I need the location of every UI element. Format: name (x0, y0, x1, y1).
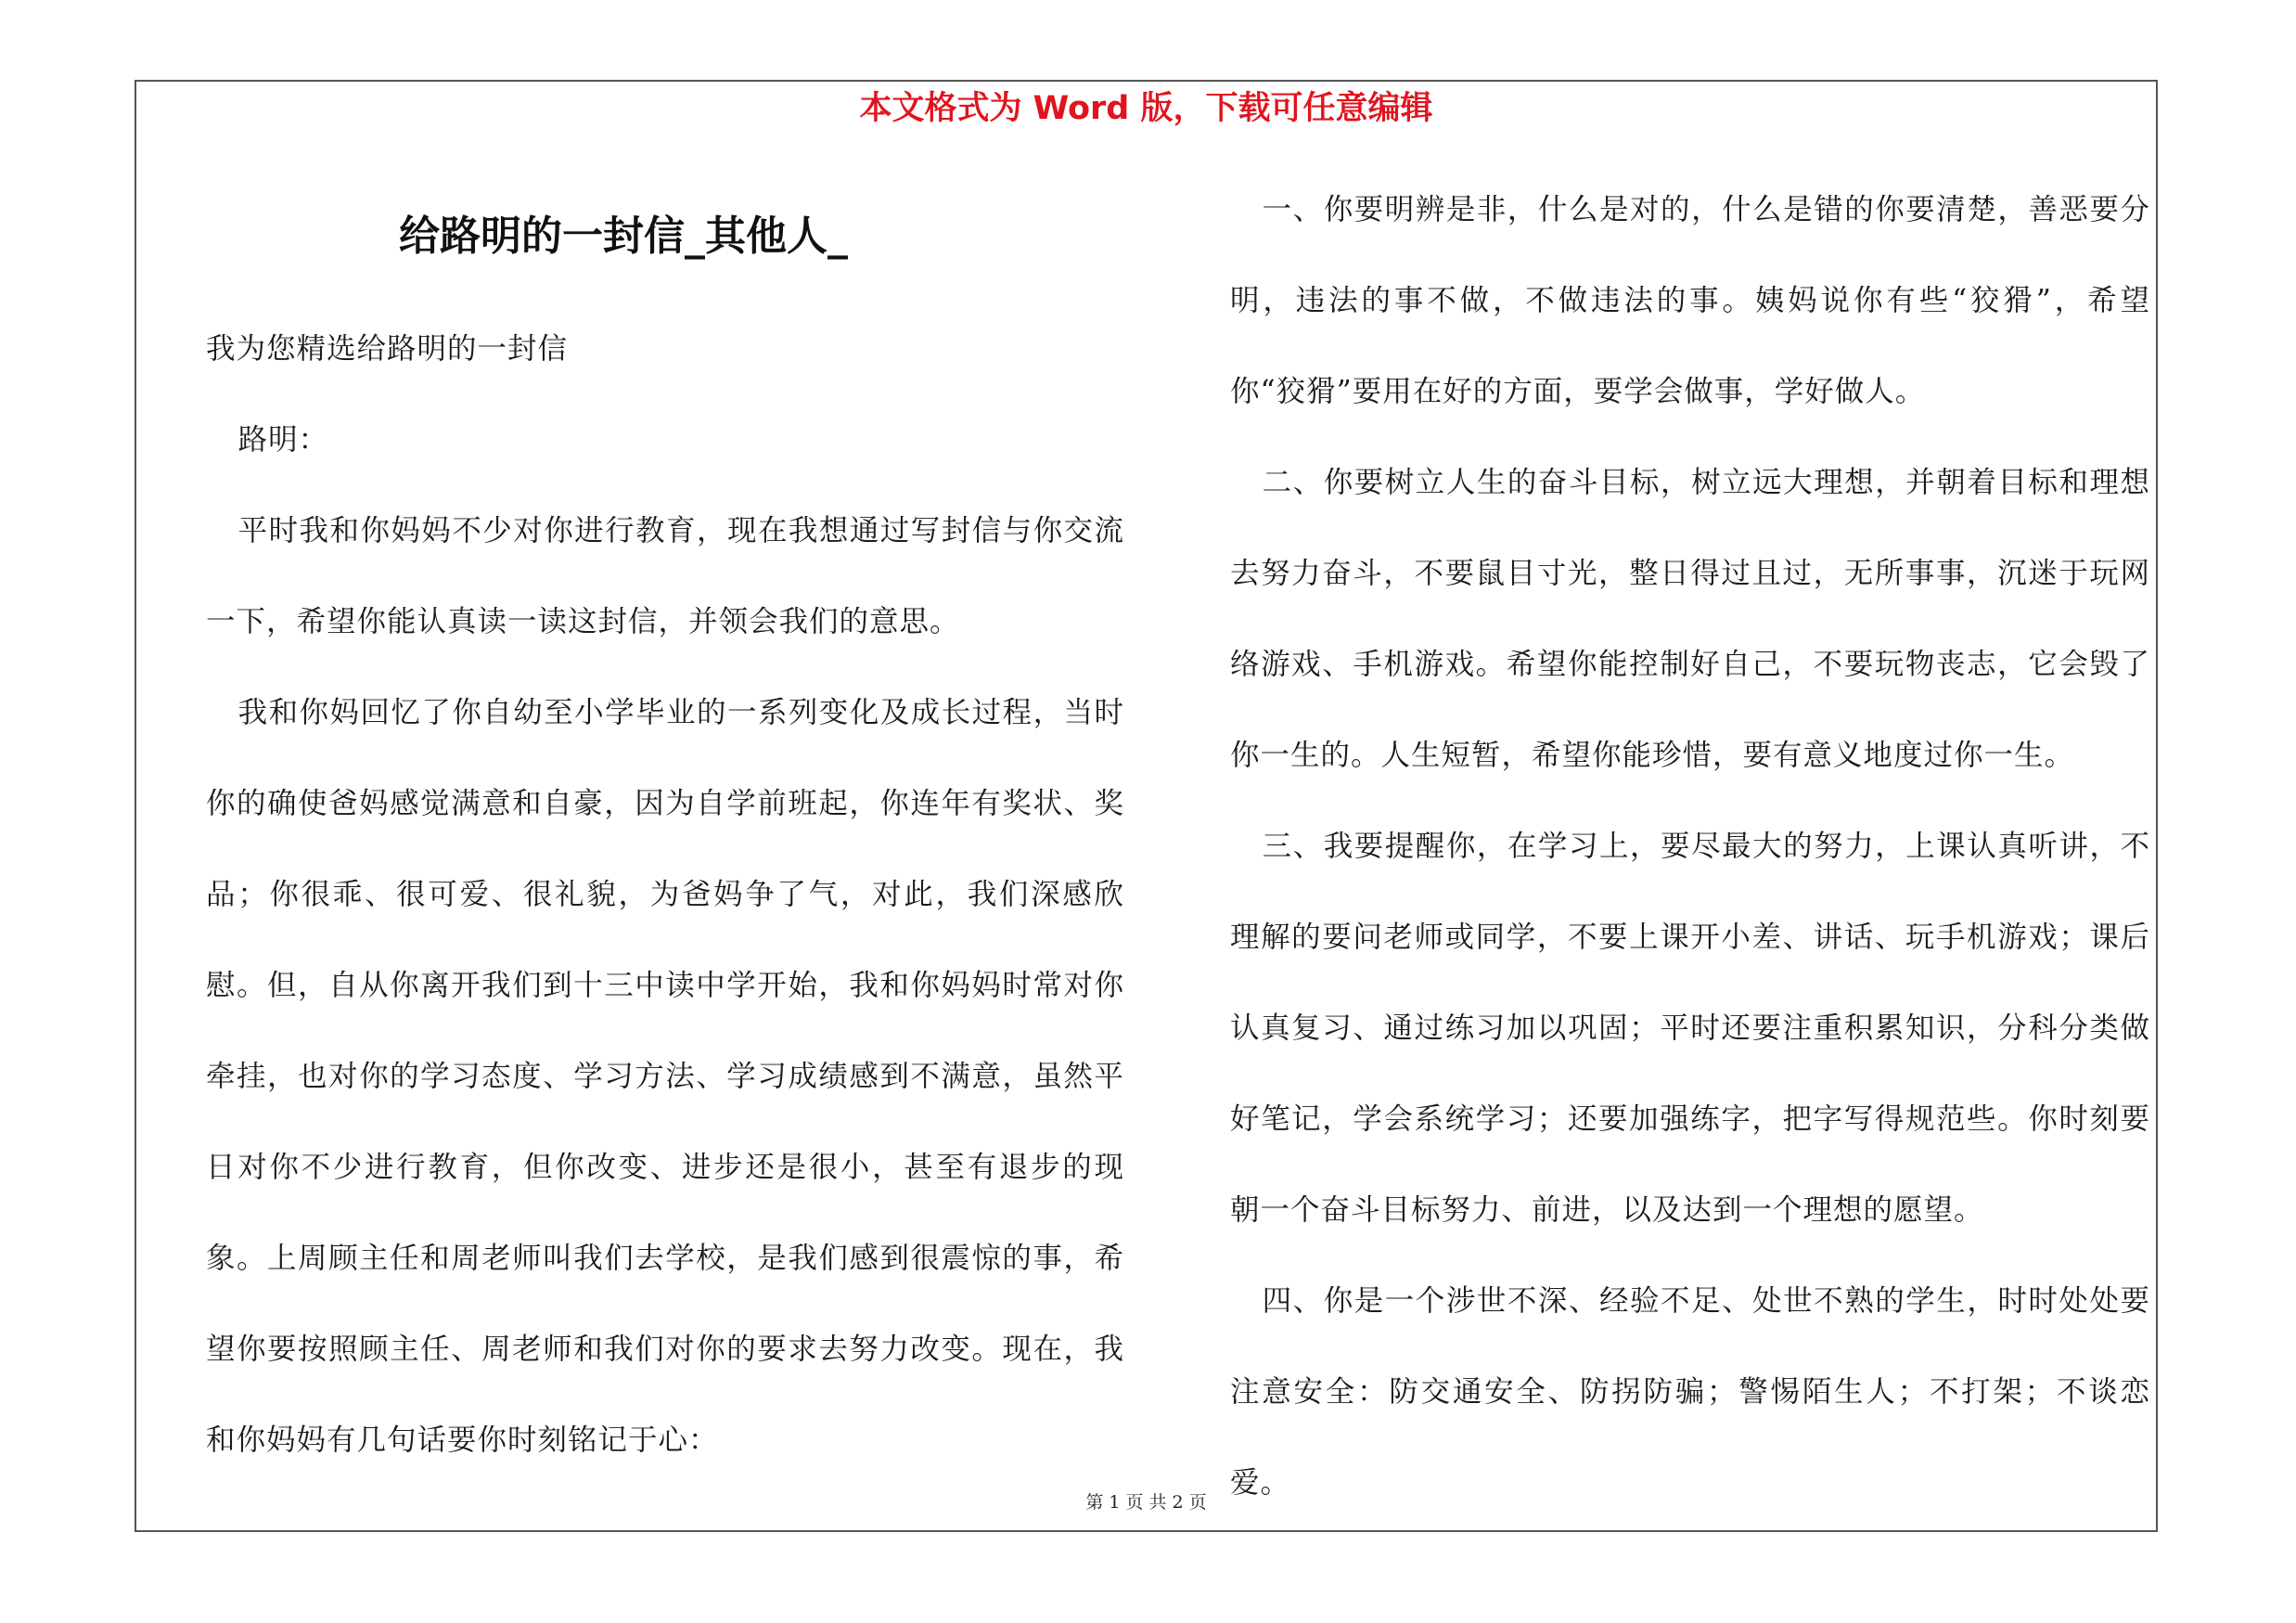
page-number-footer: 第 1 页 共 2 页 (1085, 1492, 1207, 1513)
right-column (1230, 164, 2150, 1528)
body-paragraph: 二、你要树立人生的奋斗目标，树立远大理想，并朝着目标和理想去努力奋斗，不要鼠目寸光，整日得过且过，无所事事，沉迷于玩网络游戏、手机游戏。希望你能控制好自己，不要玩物丧志，它会毁了你一生的。人生短暂，希望你能珍惜，要有意义地度过你一生。 (1230, 466, 2150, 772)
word-format-banner: 本文格式为 Word 版，下载可任意编辑 (859, 90, 1433, 127)
body-paragraph: 三、我要提醒你，在学习上，要尽最大的努力，上课认真听讲，不理解的要问老师或同学，不要上课开小差、讲话、玩手机游戏；课后认真复习、通过练习加以巩固；平时还要注重积累知识，分科分类做好笔记，学会系统学习；还要加强练字，把字写得规范些。你时刻要朝一个奋斗目标努力、前进，以及达到一个理想的愿望。 (1230, 830, 2150, 1227)
salutation: 路明： (237, 423, 329, 457)
left-column (206, 303, 1124, 1486)
document-title: 给路明的一封信_其他人_ (399, 213, 848, 260)
body-paragraph: 一、你要明辨是非，什么是对的，什么是错的你要清楚，善恶要分明，违法的事不做，不做违法的事。姨妈说你有些“狡猾”，希望你“狡猾”要用在好的方面，要学会做事，学好做人。 (1230, 193, 2150, 408)
intro-line: 我为您精选给路明的一封信 (206, 332, 569, 366)
body-paragraph: 平时我和你妈妈不少对你进行教育，现在我想通过写封信与你交流一下，希望你能认真读一读这封信，并领会我们的意思。 (206, 514, 1124, 638)
body-paragraph: 四、你是一个涉世不深、经验不足、处世不熟的学生，时时处处要注意安全：防交通安全、防拐防骗；警惕陌生人；不打架；不谈恋爱。 (1230, 1284, 2150, 1500)
body-paragraph: 我和你妈回忆了你自幼至小学毕业的一系列变化及成长过程，当时你的确使爸妈感觉满意和自豪，因为自学前班起，你连年有奖状、奖品；你很乖、很可爱、很礼貌，为爸妈争了气，对此，我们深感欣慰。但，自从你离开我们到十三中读中学开始，我和你妈妈时常对你牵挂，也对你的学习态度、学习方法、学习成绩感到不满意，虽然平日对你不少进行教育，但你改变、进步还是很小，甚至有退步的现象。上周顾主任和周老师叫我们去学校，是我们感到很震惊的事，希望你要按照顾主任、周老师和我们对你的要求去努力改变。现在，我和你妈妈有几句话要你时刻铭记于心： (206, 696, 1124, 1457)
